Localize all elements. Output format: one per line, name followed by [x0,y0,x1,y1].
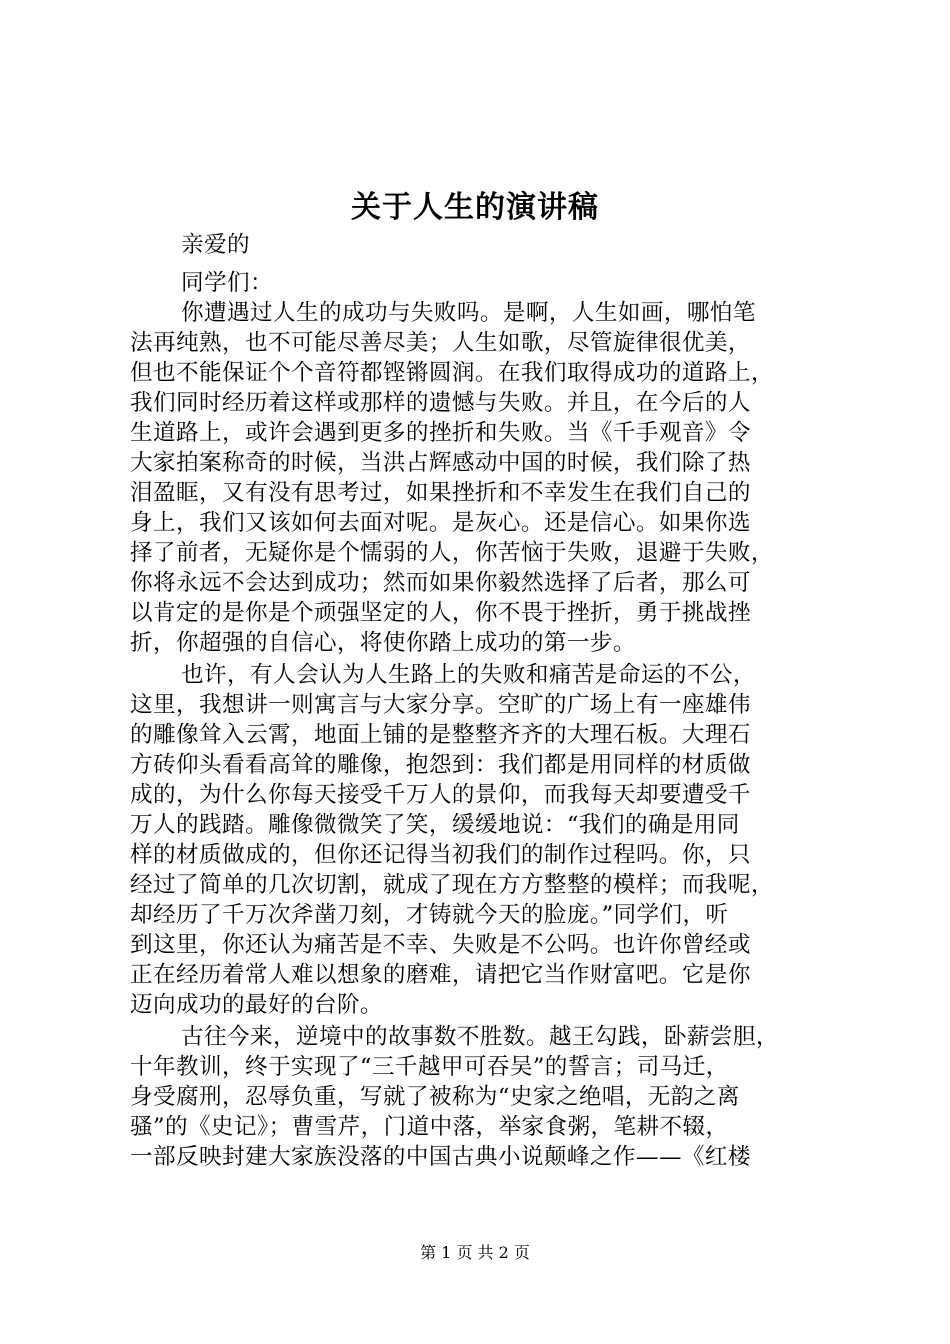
body-line: 到这里，你还认为痛苦是不幸、失败是不公吗。也许你曾经或 [130,932,751,958]
body-line: 也许，有人会认为人生路上的失败和痛苦是命运的不公， [181,662,756,688]
body-line: 迈向成功的最好的台阶。 [130,992,383,1018]
document-title: 关于人生的演讲稿 [351,190,599,225]
body-line: 泪盈眶，又有没有思考过，如果挫折和不幸发生在我们自己的 [130,480,751,506]
body-line: 你将永远不会达到成功；然而如果你毅然选择了后者，那么可 [130,570,751,596]
body-line: 你遭遇过人生的成功与失败吗。是啊，人生如画，哪怕笔 [181,300,756,326]
body-line: 万人的践踏。雕像微微笑了笑，缓缓地说：“我们的确是用同 [130,812,740,838]
body-line: 但也不能保证个个音符都铿锵圆润。在我们取得成功的道路上， [130,360,774,386]
body-line: 一部反映封建大家族没落的中国古典小说颠峰之作——《红楼 [130,1144,751,1170]
salutation-line: 同学们： [181,270,273,296]
body-line: 生道路上，或许会遇到更多的挫折和失败。当《千手观音》令 [130,420,751,446]
body-line: 样的材质做成的，但你还记得当初我们的制作过程吗。你，只 [130,842,751,868]
body-line: 法再纯熟，也不可能尽善尽美；人生如歌，尽管旋律很优美， [130,330,751,356]
body-line: 的雕像耸入云霄，地面上铺的是整整齐齐的大理石板。大理石 [130,722,751,748]
body-line: 成的，为什么你每天接受千万人的景仰，而我每天却要遭受千 [130,782,751,808]
body-line: 骚”的《史记》；曹雪芹，门道中落，举家食粥，笔耕不辍， [130,1114,729,1140]
body-line: 古往今来，逆境中的故事数不胜数。越王勾践，卧薪尝胆， [181,1024,779,1050]
page-number-footer: 第 1 页 共 2 页 [420,1243,530,1262]
body-line: 择了前者，无疑你是个懦弱的人，你苦恼于失败，退避于失败， [130,540,774,566]
body-line: 这里，我想讲一则寓言与大家分享。空旷的广场上有一座雄伟 [130,692,751,718]
body-line: 身上，我们又该如何去面对呢。是灰心。还是信心。如果你选 [130,510,751,536]
body-line: 以肯定的是你是个顽强坚定的人，你不畏于挫折，勇于挑战挫 [130,600,751,626]
body-line: 我们同时经历着这样或那样的遗憾与失败。并且，在今后的人 [130,390,751,416]
body-line: 身受腐刑，忍辱负重，写就了被称为“史家之绝唱，无韵之离 [130,1084,740,1110]
body-line: 正在经历着常人难以想象的磨难，请把它当作财富吧。它是你 [130,962,751,988]
body-line: 折，你超强的自信心，将使你踏上成功的第一步。 [130,630,636,656]
body-line: 方砖仰头看看高耸的雕像，抱怨到：我们都是用同样的材质做 [130,752,751,778]
body-line: 经过了简单的几次切割，就成了现在方方整整的模样；而我呢， [130,872,774,898]
body-line: 却经历了千万次斧凿刀刻，才铸就今天的脸庞。”同学们，听 [130,902,729,928]
salutation-line: 亲爱的 [181,232,250,258]
body-line: 大家拍案称奇的时候，当洪占辉感动中国的时候，我们除了热 [130,450,751,476]
body-line: 十年教训，终于实现了“三千越甲可吞吴”的誓言；司马迁， [130,1054,729,1080]
